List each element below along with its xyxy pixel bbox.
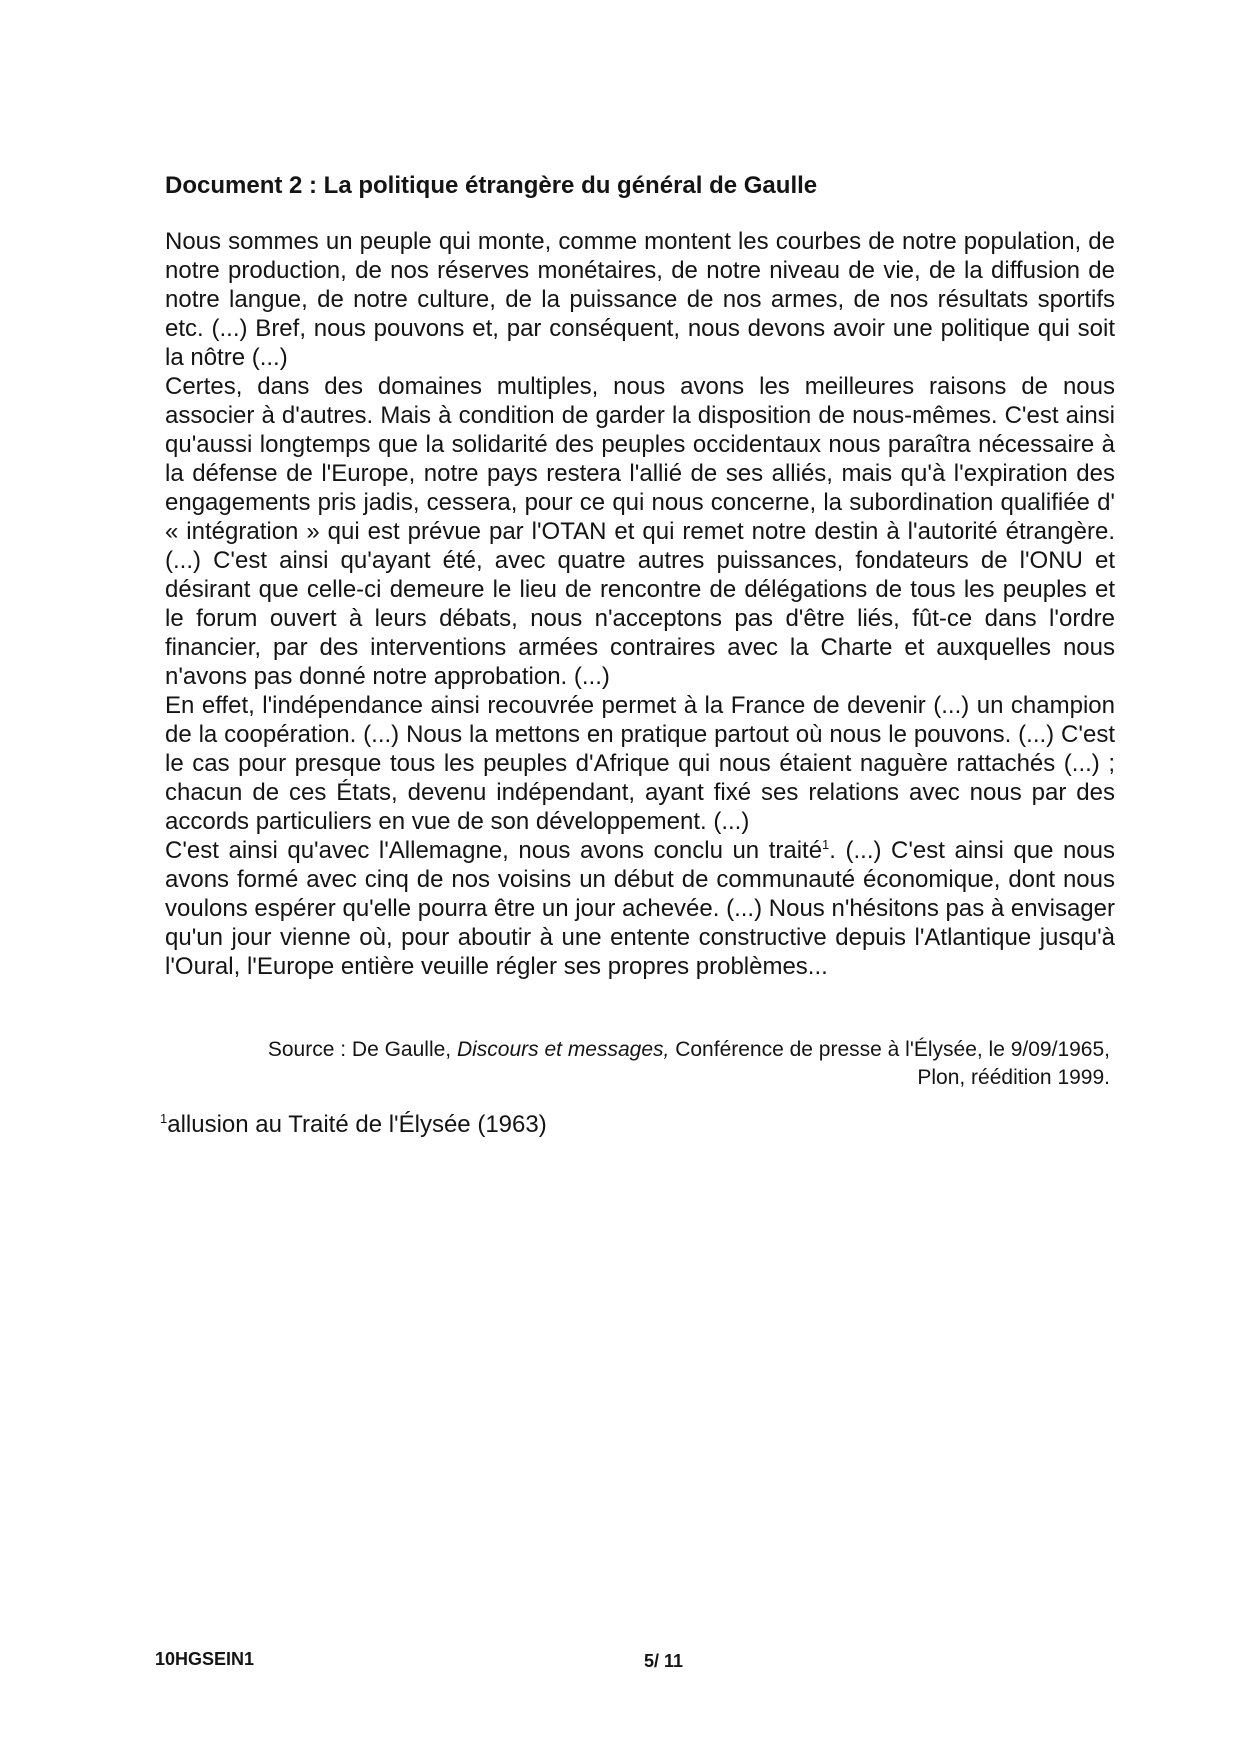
source-publisher: Plon, réédition 1999.	[917, 1066, 1110, 1089]
paragraph-2: Certes, dans des domaines multiples, nous avons les meilleures raisons de nous associer à d'autres. Mais à condition de garder la disposition de nous-mêmes. C'est ainsi qu'aussi longtemps que la solidarité des peuples occidentaux nous paraîtra nécessaire à la défense de l'Europe, notre pays restera l'allié de ses alliés, mais qu'à l'expiration des engagements pris jadis, cessera, pour ce qui nous concerne, la subordination qualifiée d' « intégration » qui est prévue par l'OTAN et qui remet notre destin à l'autorité étrangère. (...) C'est ainsi qu'ayant été, avec quatre autres puissances, fondateurs de l'ONU et désirant que celle-ci demeure le lieu de rencontre de délégations de tous les peuples et le forum ouvert à leurs débats, nous n'acceptons pas d'être liés, fût-ce dans l'ordre financier, par des interventions armées contraires avec la Charte et auxquelles nous n'avons pas donné notre approbation. (...)	[165, 373, 1115, 690]
footnote-reference: 1	[822, 837, 830, 852]
source-details: Conférence de presse à l'Élysée, le 9/09/1965,	[669, 1038, 1110, 1061]
exam-code: 10HGSEIN1	[155, 1649, 255, 1669]
paragraph-4-end: . (...) C'est ainsi que nous avons formé avec cinq de nos voisins un début de communauté économique, dont nous voulons espérer qu'elle pourra être un jour achevée. (...) Nous n'hésitons pas à envisager qu'un jour vienne où, pour aboutir à une entente constructive depuis l'Atlantique jusqu'à l'Oural, l'Europe entière veuille régler ses propres problèmes...	[165, 837, 1115, 980]
source-work-title: Discours et messages,	[456, 1038, 670, 1061]
footnote-mark: 1	[160, 1111, 168, 1126]
document-title: Document 2 : La politique étrangère du général de Gaulle	[165, 172, 818, 199]
page-number: 5/ 11	[644, 1651, 684, 1671]
paragraph-4-start: C'est ainsi qu'avec l'Allemagne, nous avons conclu un traité	[165, 837, 823, 864]
source-prefix: Source : De Gaulle,	[267, 1038, 457, 1061]
footnote-text: allusion au Traité de l'Élysée (1963)	[167, 1111, 547, 1138]
paragraph-4	[165, 836, 1115, 981]
footnote	[160, 1110, 547, 1140]
speech-excerpt	[165, 227, 1115, 981]
source-line-1	[165, 1036, 1110, 1064]
paragraph-3: En effet, l'indépendance ainsi recouvrée permet à la France de devenir (...) un champion de la coopération. (...) Nous la mettons en pratique partout où nous le pouvons. (...) C'est le cas pour presque tous les peuples d'Afrique qui nous étaient naguère rattachés (...) ; chacun de ces États, devenu indépendant, ayant fixé ses relations avec nous par des accords particuliers en vue de son développement. (...)	[165, 692, 1115, 835]
source-citation	[165, 1036, 1110, 1092]
paragraph-1: Nous sommes un peuple qui monte, comme montent les courbes de notre population, de notre production, de nos réserves monétaires, de notre niveau de vie, de la diffusion de notre langue, de notre culture, de la puissance de nos armes, de nos résultats sportifs etc. (...) Bref, nous pouvons et, par conséquent, nous devons avoir une politique qui soit la nôtre (...)	[165, 228, 1115, 371]
